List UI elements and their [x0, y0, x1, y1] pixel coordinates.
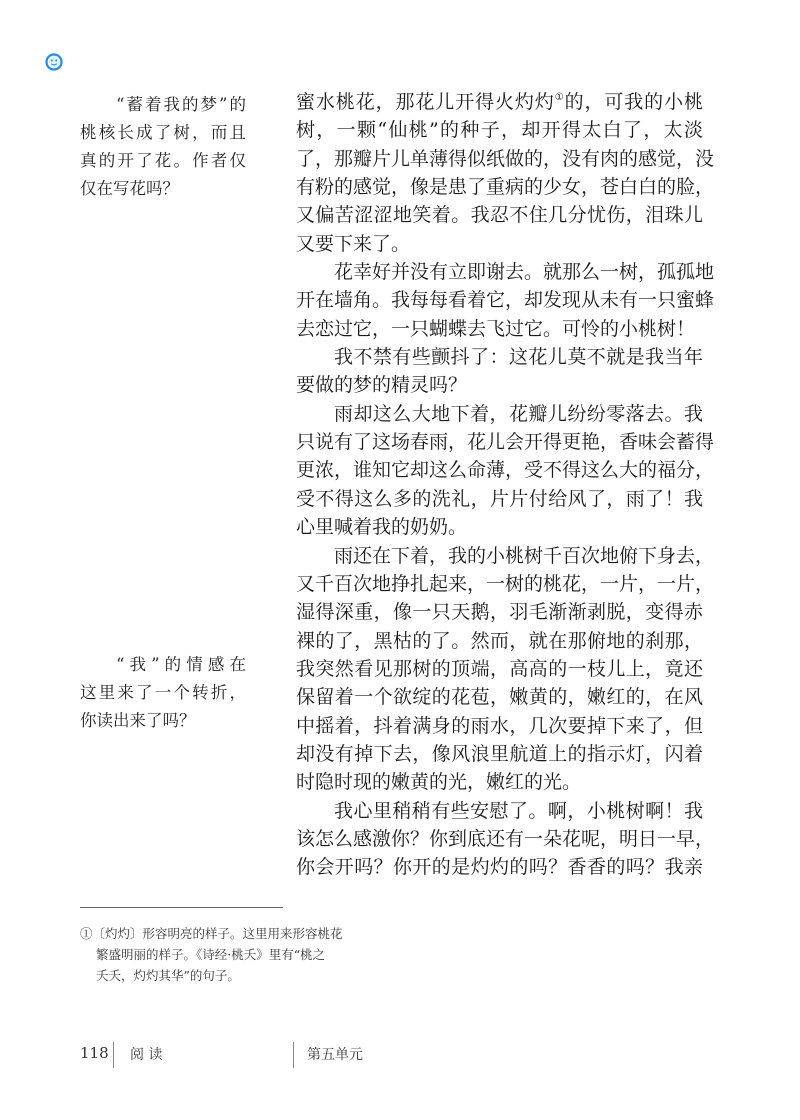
- text-line: [296, 88, 703, 116]
- text-line: 去恋过它，一只蝴蝶去飞过它。可怜的小桃树！: [296, 317, 696, 340]
- text-line: 更浓，谁知它却这么命薄，受不得这么大的福分，: [296, 459, 715, 482]
- text-line: 了，那瓣片儿单薄得似纸做的，没有肉的感觉，没: [296, 147, 715, 170]
- note-line: 你读出来了吗？: [80, 711, 196, 730]
- text-line: 只说有了这场春雨，花儿会开得更艳，香味会蓄得: [296, 431, 715, 454]
- text-line: 雨却这么大地下着，花瓣儿纷纷零落去。我: [334, 402, 703, 425]
- footnote-line: 繁盛明丽的样子。《诗经·桃夭》里有“桃之: [96, 947, 326, 962]
- text-line: 保留着一个欲绽的花苞，嫩黄的，嫩红的，在风: [296, 686, 703, 709]
- text-line: 我心里稍稍有些安慰了。啊，小桃树啊！我: [334, 799, 703, 822]
- text-line: 雨还在下着，我的小桃树千百次地俯下身去，: [334, 544, 715, 567]
- text-line: 又要下来了。: [296, 232, 411, 255]
- footnote: [80, 923, 343, 986]
- side-note-1: [80, 91, 246, 203]
- smiley-icon: [45, 53, 63, 71]
- text-line: 你会开吗？你开的是灼灼的吗？香香的吗？我亲: [296, 856, 703, 879]
- text-line: 受不得这么多的洗礼，片片付给风了，雨了！我: [296, 487, 703, 510]
- note-line: “我”的情感在: [116, 655, 246, 674]
- text-segment: 的，可我的小桃: [564, 91, 703, 113]
- footnote-line: ①〔灼灼〕形容明亮的样子。这里用来形容桃花: [80, 926, 343, 941]
- text-line: 我不禁有些颤抖了：这花儿莫不就是我当年: [334, 346, 703, 369]
- text-line: 树，一颗“仙桃”的种子，却开得太白了，太淡: [296, 119, 703, 142]
- footnote-mark[interactable]: ①: [554, 92, 565, 103]
- note-line: 桃核长成了树，而且: [80, 123, 246, 142]
- text-line: 中摇着，抖着满身的雨水，几次要掉下来了，但: [296, 714, 703, 737]
- footer-divider: [113, 1042, 114, 1068]
- note-line: “蓄着我的梦”的: [116, 95, 246, 114]
- page-footer: [0, 1040, 800, 1068]
- text-line: 却没有掉下去，像风浪里航道上的指示灯，闪着: [296, 742, 703, 765]
- text-line: 有粉的感觉，像是患了重病的少女，苍白白的脸，: [296, 176, 715, 199]
- footnote-line: 夭夭，灼灼其华”的句子。: [96, 968, 240, 983]
- page-number: 118: [80, 1044, 109, 1062]
- text-line: 花幸好并没有立即谢去。就那么一树，孤孤地: [334, 261, 715, 284]
- main-text: [296, 88, 715, 882]
- text-line: 心里喊着我的奶奶。: [296, 516, 468, 539]
- text-segment: 蜜水桃花，那花儿开得火灼灼: [296, 91, 555, 113]
- section-label: 阅 读: [130, 1047, 163, 1063]
- unit-label: 第五单元: [307, 1047, 363, 1063]
- text-line: 裸的了，黑枯的了。然而，就在那俯地的刹那，: [296, 629, 703, 652]
- footer-divider: [293, 1042, 294, 1068]
- note-line: 仅在写花吗？: [80, 179, 179, 198]
- text-line: 时隐时现的嫩黄的光，嫩红的光。: [296, 771, 582, 794]
- text-line: 湿得深重，像一只天鹅，羽毛渐渐剥脱，变得赤: [296, 601, 703, 624]
- side-note-2: [80, 651, 246, 735]
- text-line: 开在墙角。我每每看着它，却发现从未有一只蜜蜂: [296, 289, 715, 312]
- footnote-divider: [80, 907, 283, 908]
- text-line: 又偏苦涩涩地笑着。我忍不住几分忧伤，泪珠儿: [296, 204, 703, 227]
- text-line: 我突然看见那树的顶端，高高的一枝儿上，竟还: [296, 657, 703, 680]
- text-line: 要做的梦的精灵吗？: [296, 374, 468, 397]
- note-line: 真的开了花。作者仅: [80, 151, 246, 170]
- text-line: 该怎么感激你？你到底还有一朵花呢，明日一早，: [296, 827, 715, 850]
- note-line: 这里来了一个转折，: [80, 683, 246, 702]
- text-line: 又千百次地挣扎起来，一树的桃花，一片，一片，: [296, 572, 715, 595]
